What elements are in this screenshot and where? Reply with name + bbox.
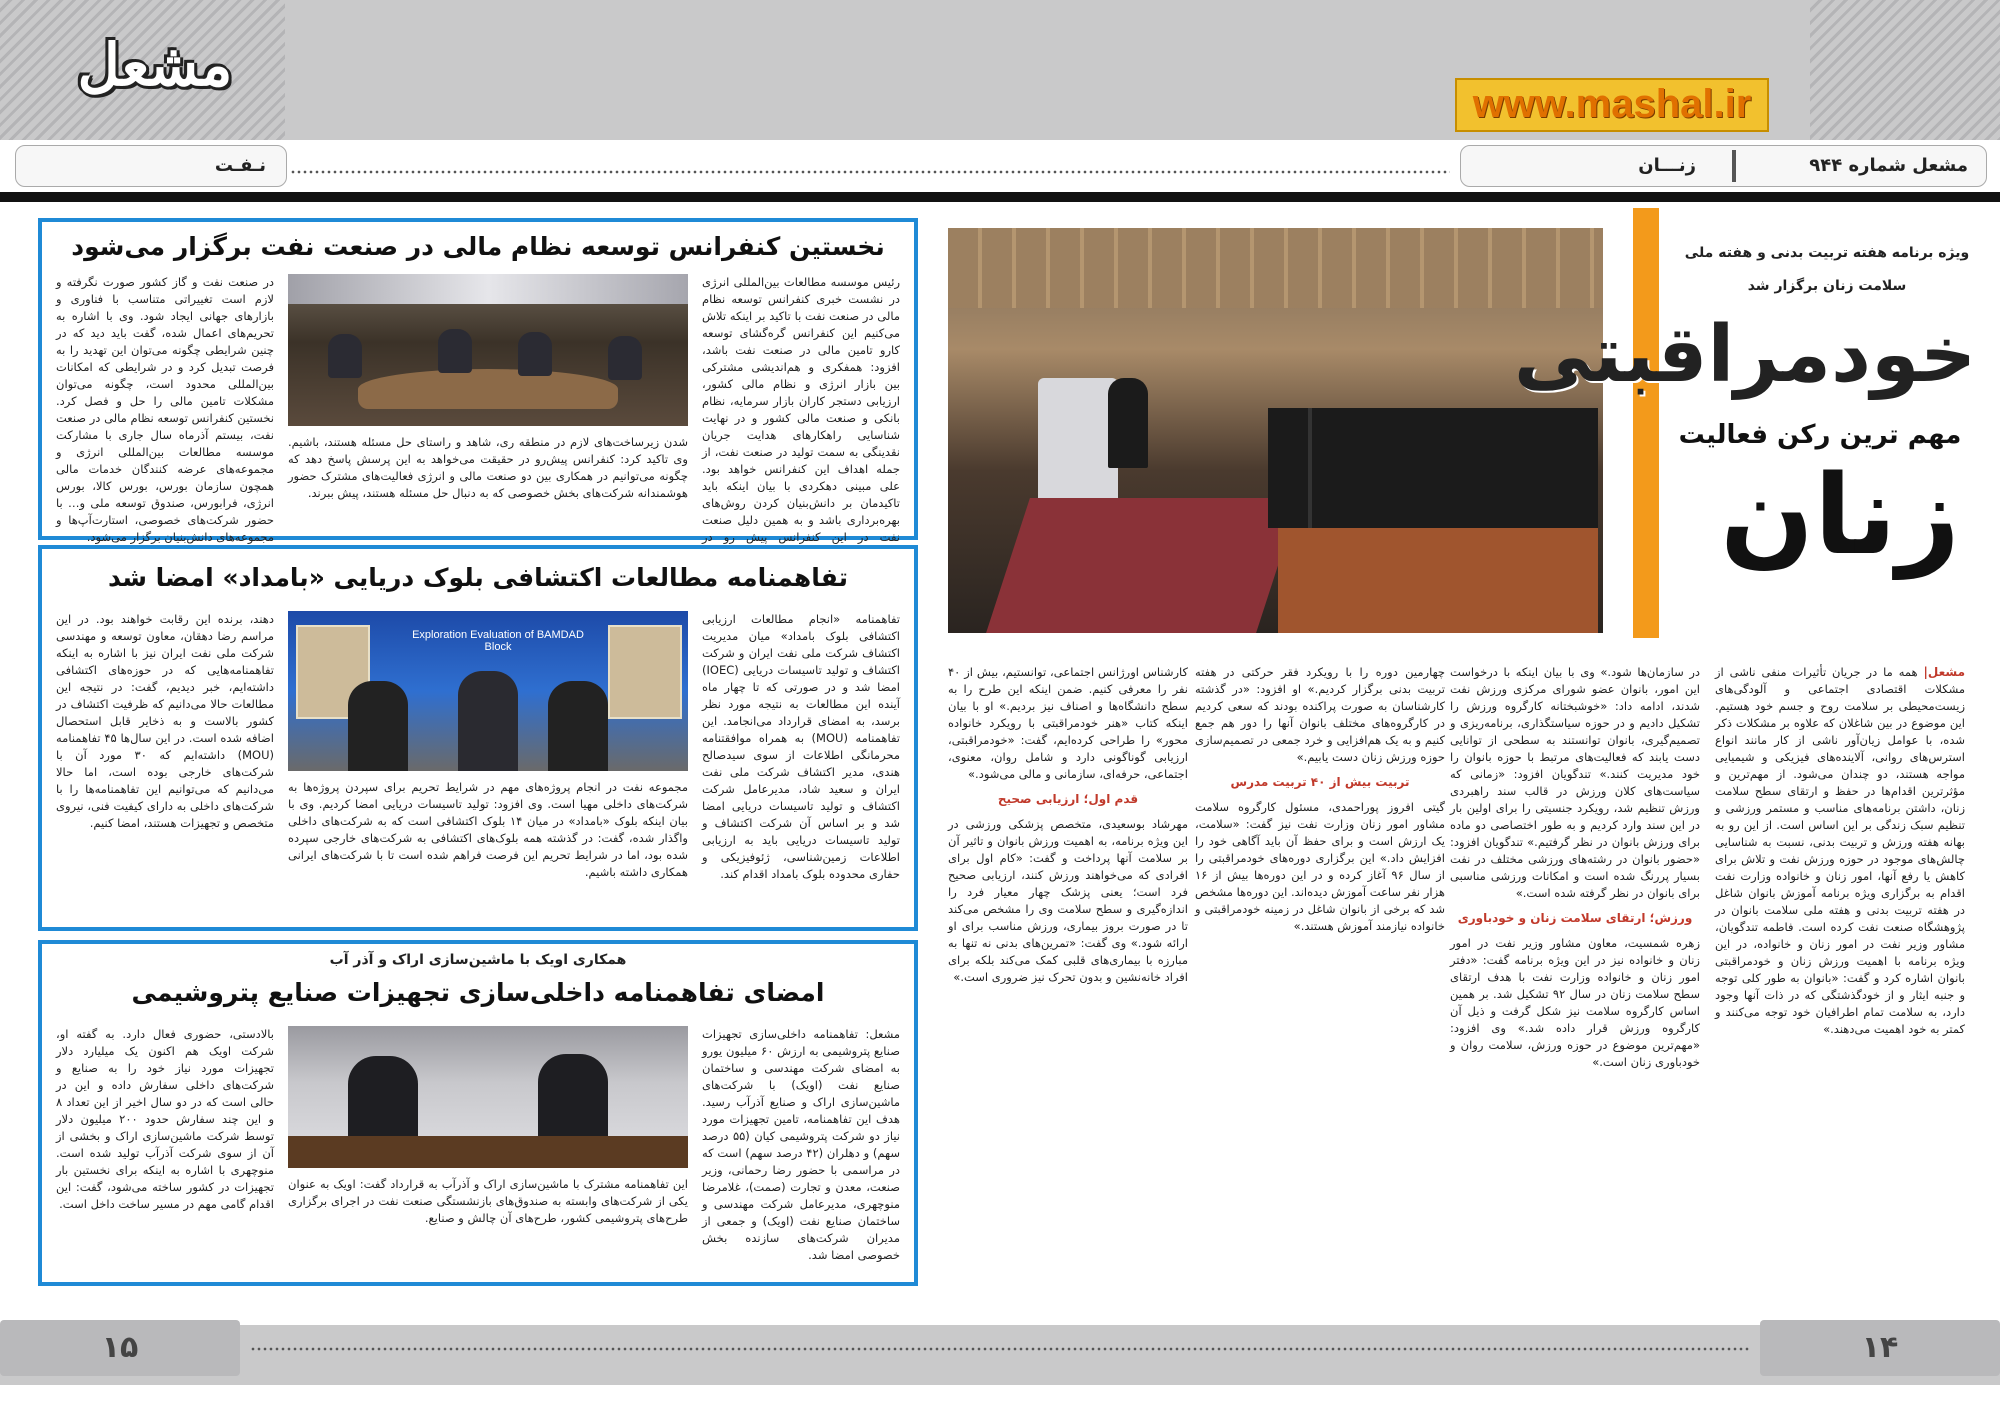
feature-text: چهارمین دوره را با رویکرد فقر حرکتی در هفته تربیت بدنی برگزار کردیم.» او افزود: «در گذشته کارشناسان به صورت پراکنده بودند که سعی کردیم در کارگروه‌های مختلف بانوان آنها را دور هم جمع کنیم و به یک هم‌افزایی و خرد جمعی در تصمیم‌سازی حوزه ورزش زنان دست یابیم.»	[1195, 665, 1445, 764]
event-photo-audience	[948, 228, 1603, 633]
dotted-divider	[290, 170, 1450, 174]
subhead: ورزش؛ ارتقای سلامت زنان و خودباوری	[1457, 911, 1693, 925]
issue-number: مشعل شماره ۹۴۴	[1809, 155, 1968, 176]
subhead: قدم اول؛ ارزیابی صحیح	[997, 792, 1139, 806]
article-title: امضای تفاهمنامه داخلی‌سازی تجهیزات صنایع پتروشیمی	[131, 978, 825, 1007]
feature-column	[948, 664, 1188, 1279]
mashal-logo: مشعل	[77, 31, 233, 99]
mou-signing-photo	[288, 1026, 688, 1168]
article-column: این تفاهمنامه مشترک با ماشین‌سازی اراک و آذرآب به قرارداد گفت: اویک به عنوان یکی از شرکت‌های وابسته به صندوق‌های بازنشستگی صنعت نفت در اجرای برگزاری طرح‌های پتروشیمی کشور، طرح‌های آن چالش و صنایع.	[288, 1177, 688, 1225]
red-carpet	[986, 498, 1300, 633]
lead-label: مشعل|	[1923, 665, 1966, 679]
accent-bar	[1633, 208, 1659, 638]
feature-column	[1715, 664, 1965, 1279]
header-stripes-right	[1810, 0, 2000, 140]
article-petrochemical-mou	[38, 940, 918, 1286]
conference-photo	[288, 274, 688, 426]
feature-column	[1195, 664, 1445, 1279]
conference-table	[358, 369, 618, 409]
feature-text: کارشناس اورژانس اجتماعی، توانستیم، بیش از ۴۰ نفر را معرفی کنیم. ضمن اینکه این طرح را به سطح دانشگاه‌ها و اصناف نیز بردیم.» او با بیان اینکه کتاب «هنر خودمراقبتی با رویکرد خانواده محور» را طراحی کرده‌ایم، گفت: «خودمراقبتی، ارزیابی گوناگونی دارد و شامل روان، معنوی، اجتماعی، حرفه‌ای، سازمانی و مالی می‌شود.»	[948, 665, 1188, 781]
feature-text: گیتی افروز پوراحمدی، مسئول کارگروه سلامت مشاور امور زنان وزارت نفت نیز گفت: «سلامت، یک ارزش است و برای حفظ آن باید آگاهی خود را افزایش داد.» این برگزاری دوره‌های خودمراقبتی را از سال ۹۶ آغاز کرده و در این دوره‌ها بیش از ۱۶ هزار نفر ساعت آموزش دیده‌اند. این دوره‌ها مشخص شد که برخی از بانوان شاغل در زمینه خودمراقبتی و خانواده نیازمند آموزش هستند.»	[1195, 800, 1445, 933]
article-title: نخستین کنفرانس توسعه نظام مالی در صنعت نفت برگزار می‌شود	[71, 232, 885, 261]
audience-row	[1268, 408, 1598, 528]
seats	[1278, 528, 1598, 633]
article-bamdad-block	[38, 545, 918, 931]
feature-text: زهره شمسیت، معاون مشاور وزیر نفت در امور زنان و خانواده نیز در این ویژه برنامه گفت: «دفتر امور زنان و خانواده وزارت نفت با هدف ارتقای سطح سلامت زنان در سال ۹۲ تشکیل شد. بر همین اساس کارگروه سلامت نیز شکل گرفت و ذیل آن کارگروه ورزش قرار داده شد.» وی افزود: «مهم‌ترین موضوع در حوزه ورزش، سلامت روان و خودباوری زنان است.»	[1450, 936, 1700, 1069]
header-black-bar	[0, 192, 2000, 202]
feature-headline-women: زنان	[1720, 451, 1960, 579]
portrait-frame	[608, 625, 682, 719]
page-number-left: ۱۵	[0, 1320, 240, 1376]
signing-table	[288, 1136, 688, 1168]
feature-text: در سازمان‌ها شود.» وی با بیان اینکه با درخواست این امور، بانوان عضو شورای مرکزی ورزش نفت شدند، ادامه داد: «خوشبختانه کارگروه ورزش را تشکیل دادیم و در حوزه سیاستگذاری، برنامه‌ریزی و تصمیم‌گیری، بانوان توانستند به سطحی از توانایی دست یابند که فعالیت‌های مرتبط با حوزه بانوان را خود مدیریت کنند.» تندگویان افزود: «زمانی که سیاست‌های کلان ورزش در قالب سند راهبردی ورزش تنظیم شد، رویکرد جنسیتی را برای اولین بار در این سند وارد کردیم و به طور اختصاصی دو ماده برای ورزش بانوان در نظر گرفتیم.» تندگویان افزود: «حضور بانوان در رشته‌های ورزشی مختلف در نفت بسیار پررنگ شده است و امکانات ورزشی مناسبی برای بانوان در نظر گرفته شده است.»	[1450, 665, 1700, 900]
feature-kicker: سلامت زنان برگزار شد	[1747, 278, 1907, 294]
section-label-oil: نـفـت	[214, 155, 266, 176]
feature-kicker: ویژه برنامه هفته تربیت بدنی و هفته ملی	[1684, 245, 1970, 261]
article-column: شدن زیرساخت‌های لازم در منطقه ری، شاهد و راستای حل مسئله هستند، باشیم. وی تاکید کرد: کنفرانس پیش‌رو در حقیقت می‌خواهد به این پرسش پاسخ دهد که چگونه می‌توانیم در همکاری بین دو صنعت مالی و انرژی فعالیت‌های مشترک حضور هوشمندانه شرکت‌های بخش خصوصی که به دنبال حل مسئله هستند، پیش ببرند.	[288, 435, 688, 500]
feature-text: همه ما در جریان تأثیرات منفی ناشی از مشکلات اقتصادی اجتماعی و آلودگی‌های زیست‌محیطی بر سلامت روح و جسم خود هستیم. این موضوع در بین شاغلان که علاوه بر مشکلات ذکر شده، با عوامل زیان‌آور ناشی از کار مانند انواع استرس‌های روانی، آلاینده‌های فیزیکی و شیمیایی مواجه هستند، دو چندان می‌شود. از مهم‌ترین و مؤثرترین اقدام‌ها در حفظ و ارتقای سطح سلامت زنان، داشتن برنامه‌های مناسب و مستمر ورزشی و تنظیم سبک زندگی بر این اساس است. از این رو به بهانه هفته ورزش و تربیت بدنی، نسبت به شناسایی چالش‌های موجود در حوزه ورزش نفت و تلاش برای کاهش یا رفع آنها، امور زنان و خانواده وزارت نفت اقدام به برگزاری ویژه برنامه آموزش بانوان شاغل در هفته تربیت بدنی و هفته ملی سلامت بانوان در پژوهشگاه صنعت نفت کرده است. فاطمه تندگویان، مشاور وزیر نفت در امور زنان و خانواده، در این ویژه برنامه با اهمیت ورزش زنان و خودمراقبتی بانوان اشاره کرد و گفت: «بانوان به طور کلی توجه و جنبه ایثار و از خودگذشتگی که در ذات آنها وجود دارد، به سلامت تمام اطرافیان خود توجه می‌کنند و کمتر به خود اهمیت می‌دهند.»	[1715, 665, 1965, 1036]
feature-headline-sub: مهم ترین رکن فعالیت	[1678, 420, 1962, 450]
article-column: تفاهمنامه «انجام مطالعات ارزیابی اکتشافی بلوک بامداد» میان مدیریت اکتشاف شرکت ملی نفت ایران و شرکت اکتشاف و تولید تاسیسات دریایی (IOEC) امضا شد و در صورتی که تا چهار ماه آینده این مطالعات به نتیجه مورد نظر برسد، به امضای قرارداد می‌انجامد. این تفاهمنامه (MOU) به همراه موافقتنامه محرمانگی اطلاعات از سوی سیدصالح هندی، مدیر اکتشاف شرکت ملی نفت ایران و سعید شاد، مدیرعامل شرکت اکتشاف و تولید تاسیسات دریایی امضا شد و بر اساس آن شرکت اکتشاف و تولید تاسیسات دریایی باید به ارزیابی اطلاعات زمین‌شناسی، ژئوفیزیکی و حفاری محدوده بلوک بامداد اقدام کند.	[702, 612, 900, 881]
article-column: بالادستی، حضوری فعال دارد. به گفته او، شرکت اویک هم اکنون یک میلیارد دلار تجهیزات مورد نیاز خود را به صنایع و شرکت‌های داخلی سفارش داده و این در حالی است که در دو سال اخیر از این تعداد ۸ و این چند سفارش حدود ۲۰۰ میلیون دلار توسط شرکت ماشین‌سازی اراک و بخشی از آن از سوی شرکت آذرآب تولید شده است. منوچهری با اشاره به اینکه برای نخستین بار تجهیزات در کشور ساخته می‌شود، گفت: این اقدام گامی مهم در مسیر ساخت داخل است.	[56, 1027, 274, 1211]
event-banner: Exploration Evaluation of BAMDAD Block	[412, 629, 584, 653]
tab-divider	[1732, 150, 1736, 182]
article-kicker: همکاری اویک با ماشین‌سازی اراک و آذر آب	[329, 952, 627, 968]
footer-band	[0, 1325, 2000, 1385]
issue-tab	[1460, 145, 1987, 187]
article-column: در صنعت نفت و گاز کشور صورت نگرفته و لازم است تغییراتی متناسب با فناوری و بازارهای جهانی ایجاد شود. وی با اشاره به تحریم‌های اعمال شده، گفت باید دید که در چنین شرایطی چگونه می‌توان این تهدید را به فرصت تبدیل کرد و در شرایطی که امکانات بین‌المللی محدود است، چگونه می‌توان مشکلات تامین مالی را حل و فصل کرد. نخستین کنفرانس توسعه نظام مالی در صنعت نفت، بیستم آذرماه سال جاری با مشارکت موسسه مطالعات بین‌المللی انرژی و مجموعه‌های عرضه کنندگان خدمات مالی همچون سازمان بورس، بورس کالا، بورس انرژی، فرابورس، صندوق توسعه ملی و… با حضور شرکت‌های خصوصی، استارت‌آپ‌ها و مجموعه‌های دانش‌بنیان برگزار می‌شود.	[56, 275, 274, 544]
section-label-women: زنـــان	[1638, 155, 1696, 176]
website-url[interactable]: www.mashal.ir	[1455, 78, 1769, 132]
section-tab-oil	[15, 145, 287, 187]
article-column: رئیس موسسه مطالعات بین‌المللی انرژی در نشست خبری کنفرانس توسعه نظام مالی در صنعت نفت با تاکید بر اینکه تلاش می‌کنیم این کنفرانس گره‌گشای توسعه کارو تامین مالی در صنعت نفت باشد، افزود: همفکری و هم‌اندیشی مشترکی بین بازار انرژی و نظام مالی کشور، ارزیابی دستجر کاران بازار سرمایه، نظام بانکی و صنعت مالی کشور و در نهایت شناسایی راهکارهای هدایت جریان نقدینگی به سمت تولید در صنعت نفت، از جمله اهداف این کنفرانس خواهد بود. علی مبینی دهکردی با بیان اینکه باید تاکیدمان بر دانش‌بنیان کردن روش‌های بهره‌برداری باشد و به همین دلیل صنعت نفت در این کنفرانس پیش رو در	[702, 275, 900, 544]
article-title: تفاهمنامه مطالعات اکتشافی بلوک دریایی «بامداد» امضا شد	[107, 563, 849, 592]
signing-photo	[288, 611, 688, 771]
feature-text: مهرشاد بوسعیدی، متخصص پزشکی ورزشی در این ویژه برنامه، به اهمیت ورزش بانوان و تاثیر آن بر سلامت آنها پرداخت و گفت: «کام اول برای افرادی که می‌خواهند ورزش کنند، ارزیابی صحیح فرد است؛ یعنی پزشک چهار معیار فرد را اندازه‌گیری و سطح سلامت وی را مشخص می‌کند تا در صورت بروز بیماری، ورزش مناسب برای او ارائه شود.» وی گفت: «تمرین‌های بدنی نه تنها به مبارزه با بیماری‌های قلبی کمک می‌کند بلکه برای افراد خانه‌نشین و بدون تحرک نیز ضروری است.»	[948, 817, 1188, 984]
article-column: دهند، برنده این رقابت خواهند بود. در این مراسم رضا دهقان، معاون توسعه و مهندسی شرکت ملی نفت ایران نیز با اشاره به اینکه تفاهمنامه‌هایی که در حوزه‌های اکتشافی داشته‌ایم، خبر دیدیم، گفت: در نتیجه این مطالعات حالا می‌دانیم که ظرفیت اکتشاف در کشور بالاست و به ذخایر قابل استحصال اضافه شده است. در این سال‌ها ۴۵ تفاهمنامه (MOU) داشته‌ایم که ۳۰ مورد آن با شرکت‌های خارجی بوده است، اما حالا می‌دانیم که می‌توانیم این تفاهمنامه‌ها را با شرکت‌های داخلی به دارای کیفیت فنی، نیروی متخصص و تجهیزات هستند، امضا کنیم.	[56, 612, 274, 830]
photographer	[1108, 378, 1148, 468]
article-column: مشعل: تفاهمنامه داخلی‌سازی تجهیزات صنایع پتروشیمی به ارزش ۶۰ میلیون یورو به امضای شرکت مهندسی و ساختمان صنایع نفت (اویک) با شرکت‌های ماشین‌سازی اراک و صنایع آذرآب رسید. هدف این تفاهمنامه، تامین تجهیزات مورد نیاز دو شرکت پتروشیمی کیان (۵۵ درصد سهم) و دهلران (۴۲ درصد سهم) است که در مراسمی با حضور رضا رحمانی، وزیر صنعت، معدن و تجارت (صمت)، غلامرضا منوچهری، مدیرعامل شرکت مهندسی و ساختمان صنایع نفت (اویک) و جمعی از مدیران شرکت‌های سازنده بخش خصوصی امضا شد.	[702, 1027, 900, 1262]
page-number-right: ۱۴	[1760, 1320, 2000, 1376]
feature-column	[1450, 664, 1700, 1279]
footer-dotted-line	[250, 1347, 1750, 1351]
article-finance-conference	[38, 218, 918, 544]
feature-headline: خودمراقبتی	[1513, 310, 1977, 400]
article-column: مجموعه نفت در انجام پروژه‌های مهم در شرایط تحریم برای سپردن پروژه‌ها به شرکت‌های داخلی مهیا است. وی افزود: تولید تاسیسات دریایی امضا کردیم. وی با بیان اینکه بلوک «بامداد» در میان ۱۴ بلوک اکتشافی است که به شرکت‌های داخلی واگذار شده، گفت: در گذشته همه بلوک‌های اکتشافی به شرکت‌های خارجی سپرده شده بود، اما در شرایط تحریم این فرصت فراهم شده است تا با شرکت‌های ایرانی همکاری داشته باشیم.	[288, 780, 688, 879]
subhead: تربیت بیش از ۴۰ تربیت مدرس	[1230, 775, 1410, 789]
